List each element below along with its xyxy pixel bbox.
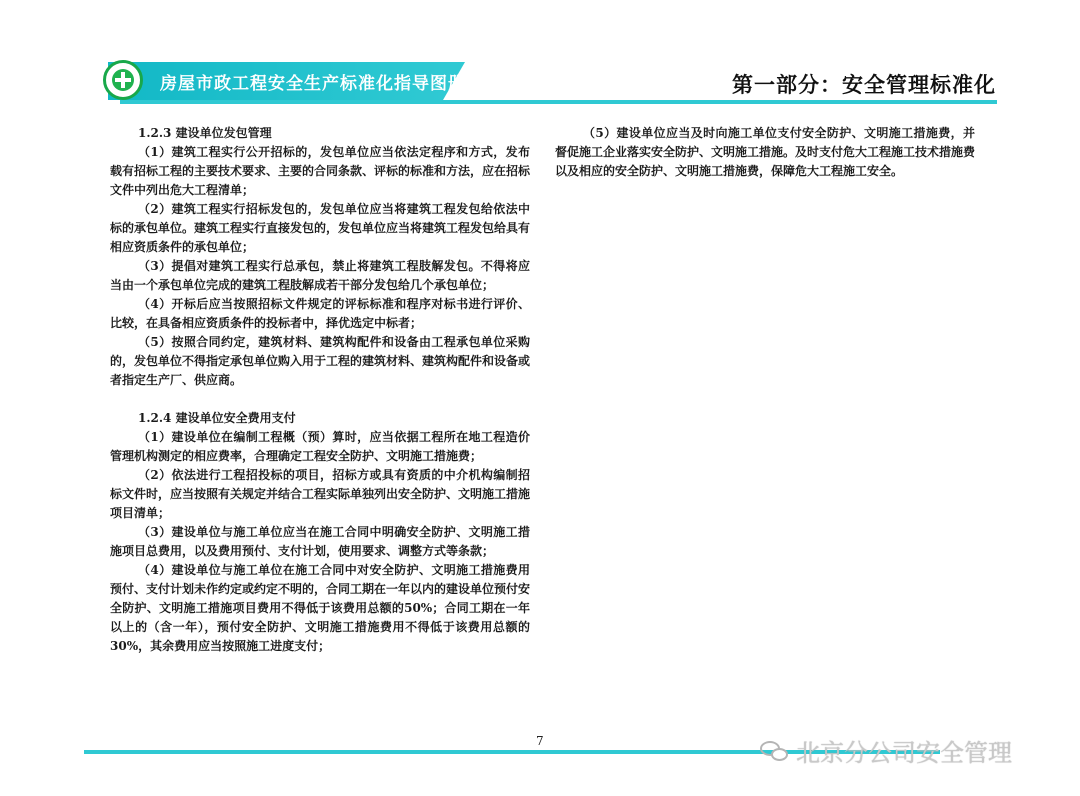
page-number: 7 [536,734,544,748]
paragraph: （4）建设单位与施工单位在施工合同中对安全防护、文明施工措施费用预付、支付计划未作约定或约定不明的，合同工期在一年以内的建设单位预付安全防护、文明施工措施项目费用不得低于该费用总额的50%；合同工期在一年以上的（含一年），预付安全防护、文明施工措施费用不得低于该费用总额的30%，其余费用应当按照施工进度支付； [110,563,531,653]
left-column [110,124,530,656]
paragraph: （2）建筑工程实行招标发包的，发包单位应当将建筑工程发包给依法中标的承包单位。建筑工程实行直接发包的，发包单位应当将建筑工程发包给具有相应资质条件的承包单位； [110,202,531,254]
paragraph: （5）建设单位应当及时向施工单位支付安全防护、文明施工措施费，并督促施工企业落实安全防护、文明施工措施。及时支付危大工程施工技术措施费以及相应的安全防护、文明施工措施费，保障危大工程施工安全。 [555,126,976,178]
section-heading-1-2-4: 1.2.4 建设单位安全费用支付 [138,411,296,425]
paragraph: （1）建设单位在编制工程概（预）算时，应当依据工程所在地工程造价管理机构测定的相应费率，合理确定工程安全防护、文明施工措施费； [110,430,530,463]
booklet-title: 房屋市政工程安全生产标准化指导图册 [160,74,466,94]
paragraph: （1）建筑工程实行公开招标的，发包单位应当依法定程序和方式，发布载有招标工程的主要技术要求、主要的合同条款、评标的标准和方法，应在招标文件中列出危大工程清单； [110,145,531,197]
header-divider [120,100,997,104]
section-title: 第一部分：安全管理标准化 [732,73,996,97]
safety-cross-logo-icon [103,60,143,100]
paragraph: （3）提倡对建筑工程实行总承包，禁止将建筑工程肢解发包。不得将应当由一个承包单位完成的建筑工程肢解成若干部分发包给几个承包单位； [110,259,530,292]
paragraph: （2）依法进行工程招投标的项目，招标方或具有资质的中介机构编制招标文件时，应当按照有关规定并结合工程实际单独列出安全防护、文明施工措施项目清单； [110,468,531,520]
watermark [760,733,1012,768]
watermark-text: 北京分公司安全管理 [796,739,1012,767]
section-heading-1-2-3: 1.2.3 建设单位发包管理 [138,126,272,140]
paragraph: （3）建设单位与施工单位应当在施工合同中明确安全防护、文明施工措施项目总费用，以及费用预付、支付计划，使用要求、调整方式等条款； [110,525,530,558]
right-column [555,124,975,181]
paragraph: （4）开标后应当按照招标文件规定的评标标准和程序对标书进行评价、比较，在具备相应资质条件的投标者中，择优选定中标者； [110,297,530,330]
paragraph: （5）按照合同约定，建筑材料、建筑构配件和设备由工程承包单位采购的，发包单位不得指定承包单位购入用于工程的建筑材料、建筑构配件和设备或者指定生产厂、供应商。 [110,335,531,387]
wechat-icon [760,739,790,763]
